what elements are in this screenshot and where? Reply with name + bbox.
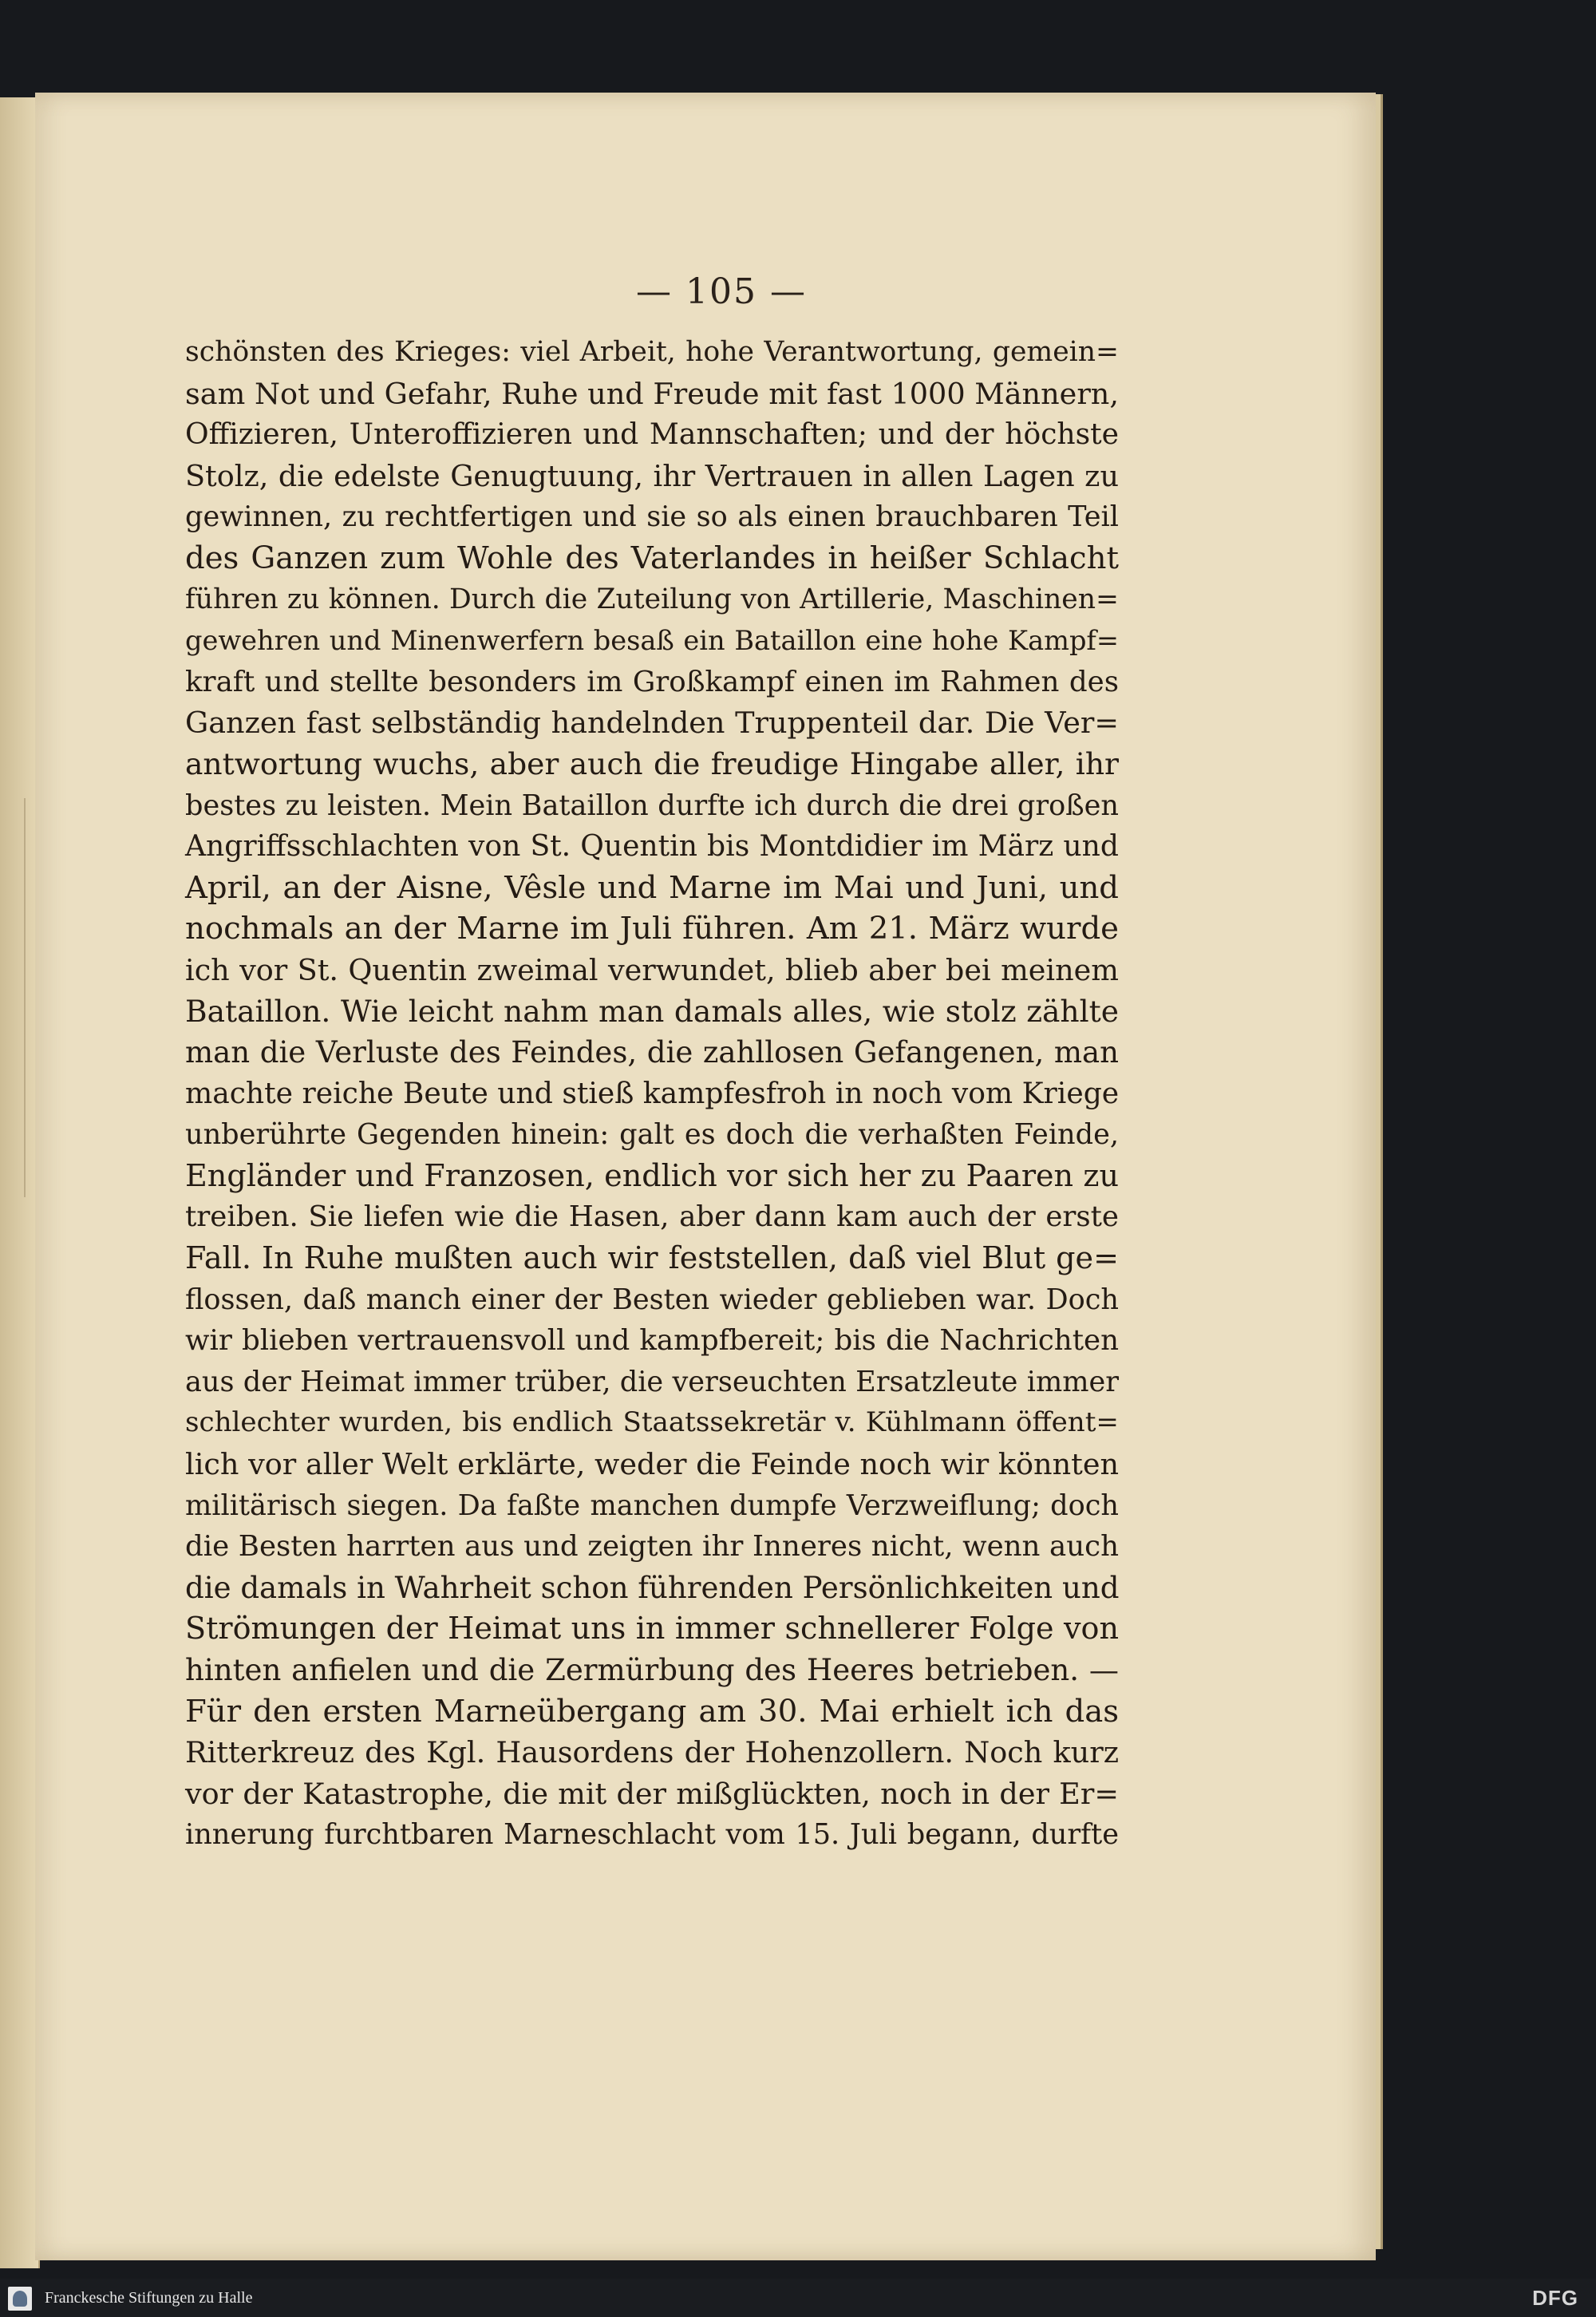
- text-line: nochmals an der Marne im Juli führen. Am 21. März wurde: [185, 911, 1119, 947]
- text-line: die Besten harrten aus und zeigten ihr Inneres nicht, wenn auch: [185, 1530, 1119, 1564]
- text-line: lich vor aller Welt erklärte, weder die Feinde noch wir könnten: [185, 1447, 1120, 1482]
- text-line: machte reiche Beute und stieß kampfesfroh in noch vom Kriege: [185, 1076, 1120, 1110]
- book-page: [35, 93, 1376, 2260]
- page-number: — 105 —: [636, 271, 807, 312]
- text-line: innerung furchtbaren Marneschlacht vom 15. Juli begann, durfte: [185, 1818, 1119, 1852]
- text-line: antwortung wuchs, aber auch die freudige Hingabe aller, ihr: [185, 745, 1119, 781]
- text-line: unberührte Gegenden hinein: galt es doch die verhaßten Feinde,: [185, 1118, 1119, 1152]
- text-line: vor der Katastrophe, die mit der mißglückten, noch in der Er=: [185, 1776, 1119, 1811]
- text-line: treiben. Sie liefen wie die Hasen, aber dann kam auch der erste: [185, 1200, 1119, 1234]
- text-line: führen zu können. Durch die Zuteilung von Artillerie, Maschinen=: [185, 583, 1119, 615]
- text-line: hinten anfielen und die Zermürbung des Heeres betrieben. —: [185, 1653, 1119, 1687]
- text-line: schlechter wurden, bis endlich Staatssekretär v. Kühlmann öffent=: [185, 1406, 1119, 1439]
- body-text: [185, 332, 1119, 1856]
- text-line: schönsten des Krieges: viel Arbeit, hohe Verantwortung, gemein=: [185, 336, 1119, 368]
- text-line: Ritterkreuz des Kgl. Hausordens der Hohenzollern. Noch kurz: [185, 1735, 1119, 1770]
- text-line: Engländer und Franzosen, endlich vor sich her zu Paaren zu: [185, 1157, 1119, 1193]
- text-line: flossen, daß manch einer der Besten wieder geblieben war. Doch: [185, 1283, 1119, 1316]
- text-line: Offizieren, Unteroffizieren und Mannschaften; und der höchste: [185, 417, 1119, 452]
- text-line: wir blieben vertrauensvoll und kampfbereit; bis die Nachrichten: [185, 1324, 1119, 1358]
- text-line: April, an der Aisne, Vêsle und Marne im Mai und Juni, und: [185, 869, 1119, 906]
- text-line: bestes zu leisten. Mein Bataillon durfte ich durch die drei großen: [185, 789, 1119, 822]
- text-line: gewinnen, zu rechtfertigen und sie so als einen brauchbaren Teil: [185, 500, 1119, 534]
- text-line: Strömungen der Heimat uns in immer schnellerer Folge von: [185, 1611, 1119, 1647]
- left-page-edge: [0, 97, 40, 2268]
- text-line: aus der Heimat immer trüber, die verseuchten Ersatzleute immer: [185, 1365, 1119, 1398]
- text-line: Fall. In Ruhe mußten auch wir feststellen, daß viel Blut ge=: [185, 1240, 1119, 1276]
- text-line: militärisch siegen. Da faßte manchen dumpfe Verzweiflung; doch: [185, 1489, 1119, 1522]
- text-line: gewehren und Minenwerfern besaß ein Bataillon eine hohe Kampf=: [185, 625, 1119, 657]
- institution-label: Franckesche Stiftungen zu Halle: [45, 2289, 253, 2307]
- text-line: Bataillon. Wie leicht nahm man damals alles, wie stolz zählte: [185, 993, 1119, 1029]
- text-line: Angriffsschlachten von St. Quentin bis Montdidier im März und: [185, 829, 1119, 864]
- text-line: kraft und stellte besonders im Großkampf einen im Rahmen des: [185, 665, 1119, 698]
- margin-mark: [24, 798, 32, 1197]
- institution-logo-icon: [8, 2287, 32, 2311]
- text-line: sam Not und Gefahr, Ruhe und Freude mit fast 1000 Männern,: [185, 376, 1119, 411]
- text-line: Ganzen fast selbständig handelnden Truppenteil dar. Die Ver=: [185, 706, 1119, 741]
- text-line: des Ganzen zum Wohle des Vaterlandes in heißer Schlacht: [185, 540, 1119, 576]
- text-line: Für den ersten Marneübergang am 30. Mai erhielt ich das: [185, 1693, 1119, 1730]
- dfg-logo: DFG: [1532, 2286, 1578, 2310]
- text-line: ich vor St. Quentin zweimal verwundet, blieb aber bei meinem: [185, 952, 1119, 987]
- text-line: die damals in Wahrheit schon führenden Persönlichkeiten und: [185, 1570, 1120, 1605]
- text-line: man die Verluste des Feindes, die zahllosen Gefangenen, man: [185, 1035, 1119, 1070]
- text-line: Stolz, die edelste Genugtuung, ihr Vertrauen in allen Lagen zu: [185, 458, 1119, 493]
